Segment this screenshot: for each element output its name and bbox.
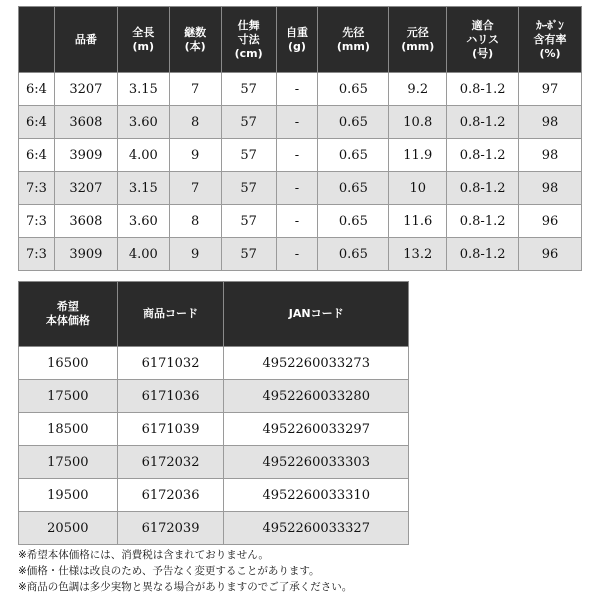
column-header (224, 282, 409, 347)
table-cell: 3608 (54, 106, 117, 139)
table-cell: 57 (221, 172, 276, 205)
table-cell: 57 (221, 238, 276, 271)
column-header-line: (cm) (234, 46, 263, 60)
column-header (117, 282, 224, 347)
table-cell: 9 (169, 238, 221, 271)
table-cell: 10.8 (389, 106, 447, 139)
table-cell: 4952260033273 (224, 347, 409, 380)
column-header-line: (号) (472, 46, 494, 60)
table-cell: 6:4 (19, 106, 55, 139)
column-header-line: ハリス (466, 32, 500, 46)
table-row (19, 238, 582, 271)
table-cell: - (276, 205, 318, 238)
table-cell: 7 (169, 73, 221, 106)
table-cell: 3.15 (117, 172, 169, 205)
column-header-line: 継数 (184, 25, 207, 39)
table-cell: 4.00 (117, 238, 169, 271)
spec-table (18, 6, 582, 271)
table-cell: 3608 (54, 205, 117, 238)
table-cell: 6:4 (19, 73, 55, 106)
table-cell: - (276, 73, 318, 106)
table-row (19, 172, 582, 205)
column-header-line: 品番 (74, 32, 97, 46)
table-cell: 17500 (19, 380, 118, 413)
table-cell: 4952260033303 (224, 446, 409, 479)
table-cell: 96 (519, 238, 582, 271)
column-header-line: 本体価格 (45, 314, 90, 327)
table-cell: 6171036 (117, 380, 224, 413)
column-header-line: 仕舞 (237, 18, 260, 32)
table-cell: - (276, 106, 318, 139)
table-cell: 0.65 (318, 139, 389, 172)
table-row (19, 139, 582, 172)
table-cell: 3.15 (117, 73, 169, 106)
column-header-line: (%) (539, 46, 561, 60)
table-cell: - (276, 172, 318, 205)
table-cell: 8 (169, 106, 221, 139)
table-cell: 7:3 (19, 172, 55, 205)
column-header-line: 含有率 (533, 32, 567, 46)
table-row (19, 446, 409, 479)
column-header (318, 7, 389, 73)
table-cell: - (276, 238, 318, 271)
table-cell: 4952260033297 (224, 413, 409, 446)
column-header-line: (mm) (336, 39, 370, 53)
table-cell: 0.8-1.2 (447, 205, 519, 238)
table-cell: 0.8-1.2 (447, 238, 519, 271)
column-header-line: 全長 (132, 25, 155, 39)
column-header-line: 自重 (286, 25, 308, 39)
column-header (519, 7, 582, 73)
table-cell: 18500 (19, 413, 118, 446)
column-header-line: 適合 (471, 18, 494, 32)
table-cell: 7:3 (19, 238, 55, 271)
spec-header-row (19, 7, 582, 73)
table-cell: 10 (389, 172, 447, 205)
table-cell: 11.9 (389, 139, 447, 172)
table-cell: 98 (519, 172, 582, 205)
table-cell: 3909 (54, 238, 117, 271)
column-header-line: 希望 (56, 300, 79, 313)
column-header-line: JANコード (288, 307, 344, 320)
column-header (169, 7, 221, 73)
table-cell: 6171039 (117, 413, 224, 446)
column-header (117, 7, 169, 73)
table-cell: 20500 (19, 512, 118, 545)
price-table (18, 281, 409, 545)
table-cell: 3.60 (117, 106, 169, 139)
table-cell: 9 (169, 139, 221, 172)
table-cell: 0.8-1.2 (447, 139, 519, 172)
table-cell: 0.65 (318, 238, 389, 271)
table-cell: 4.00 (117, 139, 169, 172)
table-cell: 6172036 (117, 479, 224, 512)
table-cell: 6171032 (117, 347, 224, 380)
table-cell: 3.60 (117, 205, 169, 238)
table-row (19, 479, 409, 512)
column-header (447, 7, 519, 73)
table-cell: 4952260033327 (224, 512, 409, 545)
table-row (19, 413, 409, 446)
footnote-tax: ※希望本体価格には、消費税は含まれておりません。 (18, 549, 269, 561)
table-cell: 0.8-1.2 (447, 172, 519, 205)
table-cell: 98 (519, 139, 582, 172)
table-cell: 57 (221, 106, 276, 139)
table-cell: 7:3 (19, 205, 55, 238)
table-cell: 96 (519, 205, 582, 238)
table-cell: 57 (221, 205, 276, 238)
table-cell: 57 (221, 139, 276, 172)
column-header-line: 元径 (406, 25, 429, 39)
footnote-spec-change: ※価格・仕様は改良のため、予告なく変更することがあります。 (18, 565, 320, 577)
column-header-line: (mm) (401, 39, 435, 53)
table-row (19, 512, 409, 545)
column-header (19, 7, 55, 73)
column-header (54, 7, 117, 73)
table-cell: - (276, 139, 318, 172)
table-cell: 9.2 (389, 73, 447, 106)
table-row (19, 73, 582, 106)
column-header (19, 282, 118, 347)
column-header-line: ｶｰﾎﾞﾝ (536, 18, 564, 32)
table-cell: 3207 (54, 172, 117, 205)
table-cell: 4952260033310 (224, 479, 409, 512)
table-cell: 97 (519, 73, 582, 106)
table-row (19, 106, 582, 139)
table-cell: 57 (221, 73, 276, 106)
table-cell: 0.8-1.2 (447, 73, 519, 106)
table-row (19, 205, 582, 238)
table-cell: 98 (519, 106, 582, 139)
table-cell: 13.2 (389, 238, 447, 271)
table-cell: 6:4 (19, 139, 55, 172)
footnote-color: ※商品の色調は多少実物と異なる場合がありますのでご了承ください。 (18, 581, 353, 593)
table-cell: 0.65 (318, 73, 389, 106)
column-header (221, 7, 276, 73)
table-cell: 0.65 (318, 205, 389, 238)
table-cell: 0.8-1.2 (447, 106, 519, 139)
column-header (389, 7, 447, 73)
table-cell: 17500 (19, 446, 118, 479)
table-cell: 4952260033280 (224, 380, 409, 413)
table-cell: 0.65 (318, 106, 389, 139)
table-cell: 3207 (54, 73, 117, 106)
table-cell: 0.65 (318, 172, 389, 205)
price-header-row (19, 282, 409, 347)
column-header-line: 寸法 (237, 32, 260, 46)
column-header-line: (本) (184, 39, 206, 53)
table-cell: 6172032 (117, 446, 224, 479)
table-cell: 19500 (19, 479, 118, 512)
table-cell: 6172039 (117, 512, 224, 545)
column-header-line: (g) (288, 39, 306, 53)
column-header-line: 商品コード (143, 307, 199, 320)
table-row (19, 347, 409, 380)
table-cell: 8 (169, 205, 221, 238)
column-header (276, 7, 318, 73)
table-cell: 11.6 (389, 205, 447, 238)
table-cell: 3909 (54, 139, 117, 172)
table-row (19, 380, 409, 413)
table-cell: 7 (169, 172, 221, 205)
footnotes (18, 547, 588, 595)
column-header-line: 先径 (342, 25, 365, 39)
table-cell: 16500 (19, 347, 118, 380)
column-header-line: (m) (132, 39, 155, 53)
